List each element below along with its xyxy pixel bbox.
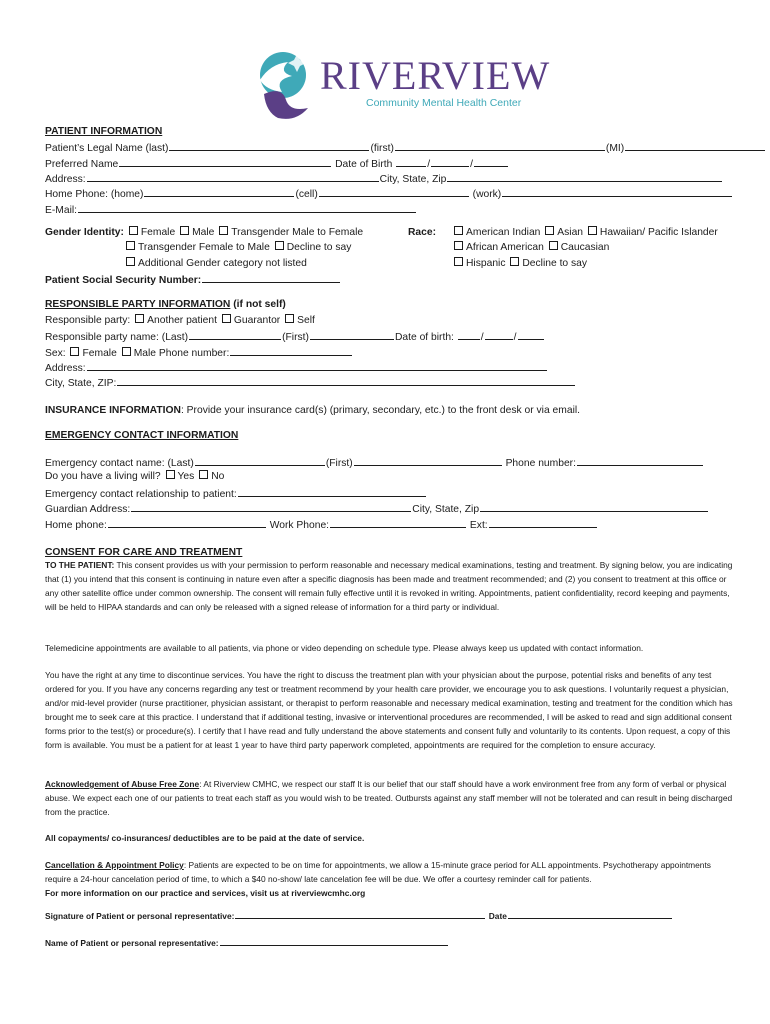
transgender-mtf-label: Transgender Male to Female (231, 227, 364, 238)
living-will-row (45, 470, 224, 483)
logo-wordmark: RIVERVIEW (320, 53, 551, 98)
emergency-first-label: (First) (325, 458, 353, 469)
hispanic-checkbox[interactable] (454, 257, 463, 266)
emergency-phone-field[interactable] (577, 455, 703, 466)
copay-paragraph (45, 832, 735, 846)
responsible-name-label: Responsible party name: (Last) (45, 332, 189, 343)
work-phone-label-2: Work Phone: (269, 520, 330, 531)
signature-label: Signature of Patient or personal representative: (45, 911, 235, 921)
rights-paragraph (45, 669, 735, 752)
responsible-first-label: (First) (282, 332, 309, 343)
cancellation-text: : Patients are expected to be on time for appointments, we allow a 15-minute grace period for ALL appointments. Psychotherapy appointments require a 24-hour cancelation period of time, to which a $40 no-show/ late cancelation fee will be due. We offer a courtesy reminder call for patients. (45, 860, 711, 884)
guardian-city-field[interactable] (480, 501, 708, 512)
self-label: Self (297, 315, 315, 326)
legal-name-label: Patient’s Legal Name (last) (45, 143, 169, 154)
dob-label: Date of Birth (335, 159, 393, 170)
american-indian-label: American Indian (466, 227, 541, 238)
phone-row (45, 186, 733, 201)
preferred-name-label: Preferred Name (45, 159, 119, 170)
insurance-label: INSURANCE INFORMATION (45, 405, 181, 416)
ssn-label: Patient Social Security Number (45, 275, 198, 286)
caucasian-checkbox[interactable] (549, 241, 558, 250)
abuse-free-text: : At Riverview CMHC, we respect our staff It is our belief that our staff should have a work environment free from any form of verbal or physical abuse. We expect each one of our patients to treat each staff as you would wish to be treated. Outbursts against any staff member will not be tolerated and can result in being discharged from the practice. (45, 779, 733, 817)
signature-date-label: Date (488, 911, 507, 921)
first-name-label: (first) (370, 143, 394, 154)
african-american-checkbox[interactable] (454, 241, 463, 250)
hispanic-label: Hispanic (466, 258, 506, 269)
cancellation-paragraph (45, 859, 735, 901)
responsible-first-name-field[interactable] (310, 329, 394, 340)
decline-race-label: Decline to say (522, 258, 588, 269)
self-checkbox[interactable] (285, 314, 294, 323)
signature-field[interactable] (235, 910, 485, 919)
dob-month-field[interactable] (396, 156, 426, 167)
rights-text: You have the right at any time to discontinue services. You have the right to discuss the treatment plan with your physician about the purpose, potential risks and benefits of any test ordered for you. If you have any concerns regarding any test or treatment recommend by your health care provider, we encourage you to ask questions. I voluntarily request a physician, and/or mid-level provider (nurse practitioner, physician assistant, or therapist to perform reasonable and necessary medical examination, testing and treatment for the condition which has brought me to seek care at this practice. I understand that if additional testing, invasive or interventional procedures are recommended, I will be asked to read and sign additional consent forms prior to the test(s) or procedure(s). I certify that I have read and fully understand the above statements and consent fully and voluntarily to its contents. Upon request, a copy of this form is available. You must be a patient for at least 1 year to have third party paperwork completed, appointments are required for the completion to ensure accuracy. (45, 670, 733, 750)
guardian-address-label: Guardian Address: (45, 504, 131, 515)
relationship-label: Emergency contact relationship to patient: (45, 489, 237, 500)
additional-gender-checkbox[interactable] (126, 257, 135, 266)
living-will-yes-checkbox[interactable] (166, 470, 175, 479)
race-row-2 (452, 241, 609, 254)
relationship-row (45, 486, 427, 501)
living-will-no-label: No (211, 471, 225, 482)
additional-gender-label: Additional Gender category not listed (138, 258, 307, 269)
copay-text: All copayments/ co-insurances/ deductibles are to be paid at the date of service. (45, 833, 365, 843)
responsible-dob-label: Date of birth: (394, 332, 454, 343)
email-row (45, 202, 417, 217)
emergency-work-phone-field[interactable] (330, 517, 466, 528)
emergency-phone-label: Phone number: (505, 458, 576, 469)
cancellation-lead: Cancellation & Appointment Policy (45, 860, 184, 870)
responsible-male-checkbox[interactable] (122, 347, 131, 356)
responsible-address-row (45, 360, 548, 375)
insurance-text: : Provide your insurance card(s) (primary, secondary, etc.) to the front desk or via email. (180, 405, 581, 416)
work-label: (work) (472, 189, 502, 200)
name-rep-field[interactable] (220, 937, 448, 946)
responsible-name-row: Responsible party name: (Last) (First) Date of birth: / / (45, 329, 545, 344)
ssn-field[interactable] (202, 272, 340, 283)
guarantor-label: Guarantor (233, 315, 281, 326)
living-will-label: Do you have a living will? (45, 471, 161, 482)
caucasian-label: Caucasian (560, 242, 610, 253)
emergency-home-phone-field[interactable] (108, 517, 266, 528)
american-indian-checkbox[interactable] (454, 226, 463, 235)
email-field[interactable] (78, 202, 416, 213)
patient-info-heading: PATIENT INFORMATION (45, 126, 163, 137)
legal-name-row (45, 140, 766, 155)
home-phone-label-2: Home phone: (45, 520, 107, 531)
living-will-no-checkbox[interactable] (199, 470, 208, 479)
dob-year-field[interactable] (474, 156, 508, 167)
transgender-ftm-checkbox[interactable] (126, 241, 135, 250)
signature-date-field[interactable] (508, 910, 672, 919)
responsible-sex-label: Sex: (45, 348, 66, 359)
guardian-address-field[interactable] (131, 501, 411, 512)
gender-row-2 (124, 241, 351, 254)
another-patient-label: Another patient (147, 315, 217, 326)
responsible-male-label: Male (133, 348, 157, 359)
male-option-label: Male (192, 227, 215, 238)
emergency-first-name-field[interactable] (354, 455, 502, 466)
gender-label: Gender Identity (45, 227, 121, 238)
female-option-label: Female (140, 227, 176, 238)
guardian-address-row (45, 501, 709, 516)
telemedicine-paragraph (45, 642, 735, 656)
responsible-phone-label: Phone number: (158, 348, 230, 359)
name-rep-label: Name of Patient or personal representative: (45, 938, 219, 948)
responsible-sex-row (45, 345, 353, 360)
riverview-logo (252, 50, 551, 122)
address-row (45, 171, 723, 186)
ext-label: Ext: (469, 520, 488, 531)
responsible-dob-month-field[interactable] (458, 329, 480, 340)
responsible-party-row (45, 314, 315, 327)
dob-day-field[interactable] (431, 156, 469, 167)
responsible-city-row (45, 375, 576, 390)
emergency-last-name-field[interactable] (195, 455, 325, 466)
gender-row-1: Gender Identity: Female Male Transgender Male to Female (45, 227, 364, 238)
preferred-name-field[interactable] (119, 156, 331, 167)
city-state-zip-label: City, State, Zip (379, 174, 447, 185)
guarantor-checkbox[interactable] (222, 314, 231, 323)
responsible-female-label: Female (82, 348, 117, 359)
more-info-text: For more information on our practice and services, visit us at riverviewcmhc.org (45, 887, 366, 898)
responsible-phone-field[interactable] (230, 345, 352, 356)
work-phone-field[interactable] (502, 186, 732, 197)
last-name-field[interactable] (169, 140, 369, 151)
living-will-yes-label: Yes (177, 471, 195, 482)
pacific-islander-checkbox[interactable] (588, 226, 597, 235)
address-label: Address: (45, 174, 86, 185)
responsible-last-name-field[interactable] (189, 329, 281, 340)
responsible-dob-year-field[interactable] (518, 329, 544, 340)
guardian-city-label: City, State, Zip (412, 504, 480, 515)
another-patient-checkbox[interactable] (135, 314, 144, 323)
river-logo-icon (252, 50, 318, 122)
emergency-contact-heading: EMERGENCY CONTACT INFORMATION (45, 430, 239, 441)
mi-label: (MI) (605, 143, 625, 154)
relationship-field[interactable] (238, 486, 426, 497)
email-label: E-Mail: (45, 205, 78, 216)
abuse-free-lead: Acknowledgement of Abuse Free Zone (45, 779, 200, 789)
abuse-free-paragraph (45, 778, 735, 820)
decline-race-checkbox[interactable] (510, 257, 519, 266)
telemedicine-text: Telemedicine appointments are available to all patients, via phone or video depending on schedule type. Please always keep us updated with contact information. (45, 643, 644, 653)
transgender-mtf-checkbox[interactable] (219, 226, 228, 235)
insurance-row (45, 404, 580, 417)
consent-heading: CONSENT FOR CARE AND TREATMENT (45, 547, 243, 558)
asian-checkbox[interactable] (545, 226, 554, 235)
cell-label: (cell) (295, 189, 318, 200)
ext-field[interactable] (489, 517, 597, 528)
responsible-party-suffix: (if not self) (233, 299, 286, 310)
race-row-3 (452, 257, 587, 270)
male-checkbox[interactable] (180, 226, 189, 235)
city-state-zip-field[interactable] (447, 171, 722, 182)
asian-label: Asian (557, 227, 584, 238)
home-phone-field[interactable] (144, 186, 294, 197)
signature-row (45, 910, 673, 923)
responsible-address-label: Address: (45, 363, 86, 374)
mi-field[interactable] (625, 140, 765, 151)
race-row-1 (452, 226, 718, 239)
to-the-patient-lead: TO THE PATIENT: (45, 560, 115, 570)
consent-paragraph-1 (45, 559, 735, 615)
responsible-female-checkbox[interactable] (70, 347, 79, 356)
responsible-party-title: RESPONSIBLE PARTY INFORMATION (45, 299, 231, 310)
name-rep-row (45, 937, 449, 950)
decline-gender-checkbox[interactable] (275, 241, 284, 250)
responsible-city-field[interactable] (117, 375, 575, 386)
preferred-name-row: Preferred Name Date of Birth / / (45, 156, 509, 171)
emergency-name-label: Emergency contact name: (Last) (45, 458, 194, 469)
responsible-dob-day-field[interactable] (485, 329, 513, 340)
ssn-row: Patient Social Security Number: (45, 272, 341, 287)
cell-phone-field[interactable] (319, 186, 469, 197)
logo-subtitle: Community Mental Health Center (366, 97, 522, 109)
gender-row-3 (124, 257, 307, 270)
address-field[interactable] (87, 171, 379, 182)
emergency-phones-row (45, 517, 598, 532)
emergency-name-row (45, 455, 704, 470)
decline-gender-label: Decline to say (286, 242, 352, 253)
african-american-label: African American (466, 242, 544, 253)
consent-text-1: This consent provides us with your permission to perform reasonable and necessary medical examinations, testing and treatment. By signing below, you are indicating that (1) you intend that this consent is continuing in nature even after a specific diagnosis has been made and treatment recommended; and (2) you consent to treatment at this office or any other satellite office under common ownership. The consent will remain fully effective until it is revoked in writing. Appointments, patient confidentiality, record keeping and payments, will be held to HIPAA standards and can only be released with a signed release of information for a third party or individual. (45, 560, 733, 612)
race-label: Race: (408, 227, 437, 238)
responsible-city-label: City, State, ZIP: (45, 378, 117, 389)
responsible-party-label: Responsible party: (45, 315, 131, 326)
responsible-party-heading (45, 298, 286, 311)
home-phone-label: Home Phone: (home) (45, 189, 144, 200)
transgender-ftm-label: Transgender Female to Male (138, 242, 270, 253)
responsible-address-field[interactable] (87, 360, 547, 371)
pacific-islander-label: Hawaiian/ Pacific Islander (599, 227, 718, 238)
first-name-field[interactable] (395, 140, 605, 151)
female-checkbox[interactable] (129, 226, 138, 235)
